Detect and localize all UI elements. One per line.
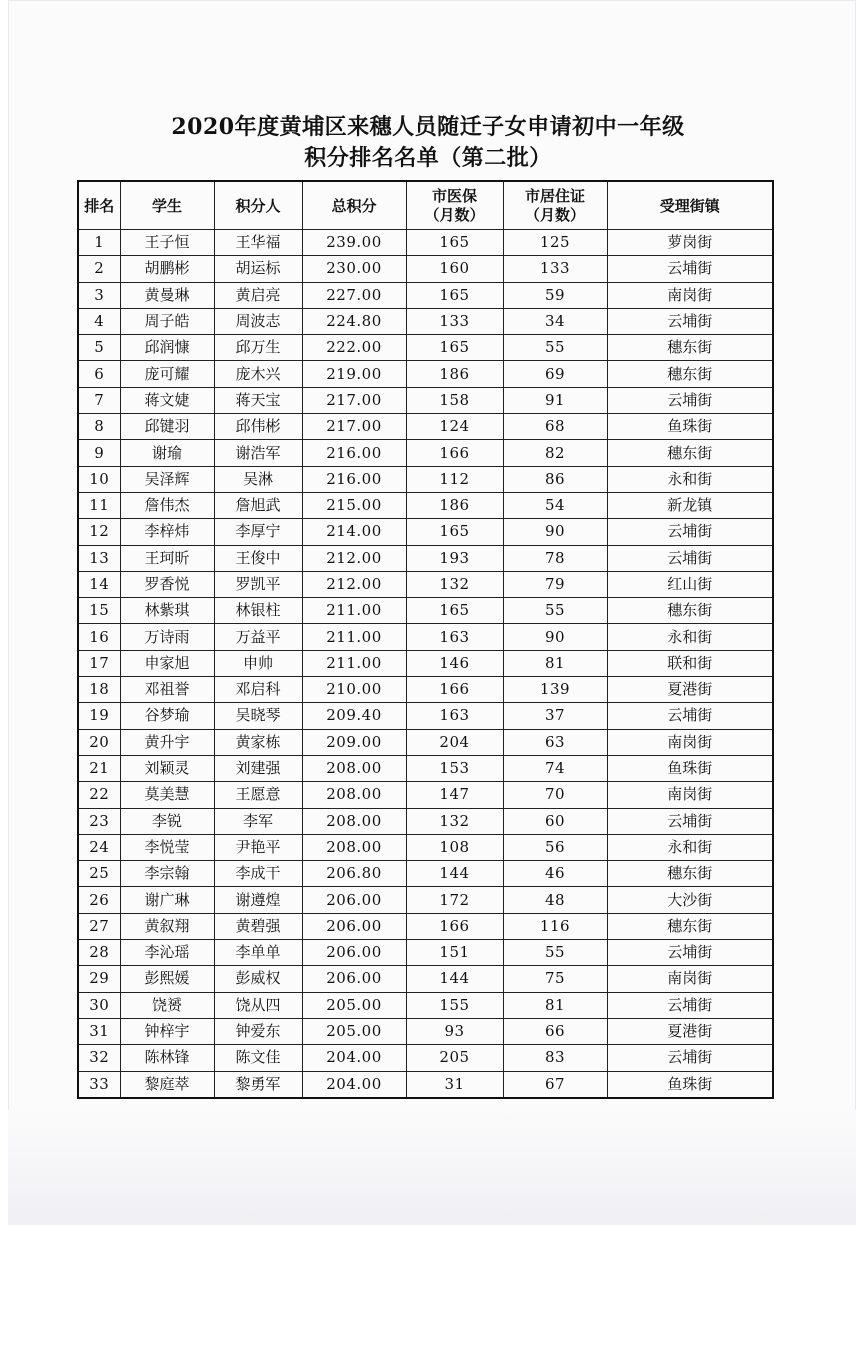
cell-points-holder: 万益平	[214, 624, 302, 650]
table-row	[78, 282, 773, 308]
cell-rank: 32	[78, 1045, 120, 1071]
cell-residence-months: 55	[503, 940, 607, 966]
cell-medical-months: 144	[406, 861, 503, 887]
table-row	[78, 598, 773, 624]
cell-medical-months: 186	[406, 361, 503, 387]
cell-street: 云埔街	[607, 545, 773, 571]
cell-medical-months: 204	[406, 729, 503, 755]
table-row	[78, 256, 773, 282]
cell-student: 李梓炜	[120, 519, 214, 545]
cell-residence-months: 74	[503, 755, 607, 781]
cell-total-points: 210.00	[302, 677, 406, 703]
cell-points-holder: 申帅	[214, 650, 302, 676]
cell-residence-months: 66	[503, 1018, 607, 1044]
cell-medical-months: 112	[406, 466, 503, 492]
cell-total-points: 208.00	[302, 808, 406, 834]
cell-rank: 17	[78, 650, 120, 676]
cell-student: 李宗翰	[120, 861, 214, 887]
cell-points-holder: 王华福	[214, 230, 302, 256]
cell-total-points: 211.00	[302, 624, 406, 650]
table-row	[78, 466, 773, 492]
cell-medical-months: 166	[406, 677, 503, 703]
cell-student: 詹伟杰	[120, 492, 214, 518]
cell-street: 鱼珠街	[607, 414, 773, 440]
cell-student: 罗香悦	[120, 571, 214, 597]
cell-medical-months: 165	[406, 335, 503, 361]
cell-street: 云埔街	[607, 808, 773, 834]
cell-student: 谢瑜	[120, 440, 214, 466]
cell-total-points: 206.00	[302, 913, 406, 939]
cell-medical-months: 205	[406, 1045, 503, 1071]
cell-medical-months: 153	[406, 755, 503, 781]
table-row	[78, 335, 773, 361]
cell-medical-months: 151	[406, 940, 503, 966]
cell-rank: 11	[78, 492, 120, 518]
cell-street: 云埔街	[607, 1045, 773, 1071]
cell-medical-months: 163	[406, 624, 503, 650]
cell-rank: 3	[78, 282, 120, 308]
table-row	[78, 492, 773, 518]
cell-residence-months: 55	[503, 598, 607, 624]
cell-street: 穗东街	[607, 598, 773, 624]
cell-residence-months: 90	[503, 624, 607, 650]
document-title-line2: 积分排名名单（第二批）	[304, 145, 552, 171]
cell-medical-months: 132	[406, 571, 503, 597]
cell-rank: 25	[78, 861, 120, 887]
cell-student: 谷梦瑜	[120, 703, 214, 729]
cell-street: 南岗街	[607, 966, 773, 992]
cell-medical-months: 158	[406, 387, 503, 413]
cell-medical-months: 132	[406, 808, 503, 834]
cell-rank: 8	[78, 414, 120, 440]
cell-total-points: 206.00	[302, 940, 406, 966]
cell-medical-months: 166	[406, 440, 503, 466]
cell-total-points: 208.00	[302, 834, 406, 860]
cell-rank: 2	[78, 256, 120, 282]
cell-residence-months: 60	[503, 808, 607, 834]
cell-student: 王子恒	[120, 230, 214, 256]
cell-total-points: 227.00	[302, 282, 406, 308]
cell-total-points: 206.00	[302, 887, 406, 913]
cell-residence-months: 34	[503, 308, 607, 334]
cell-rank: 14	[78, 571, 120, 597]
cell-street: 永和街	[607, 624, 773, 650]
cell-residence-months: 69	[503, 361, 607, 387]
header-street: 受理街镇	[607, 181, 773, 230]
cell-points-holder: 李军	[214, 808, 302, 834]
cell-residence-months: 81	[503, 650, 607, 676]
cell-student: 李沁瑶	[120, 940, 214, 966]
cell-street: 云埔街	[607, 992, 773, 1018]
cell-points-holder: 吴淋	[214, 466, 302, 492]
cell-medical-months: 165	[406, 230, 503, 256]
table-row	[78, 230, 773, 256]
cell-rank: 31	[78, 1018, 120, 1044]
cell-total-points: 230.00	[302, 256, 406, 282]
cell-street: 联和街	[607, 650, 773, 676]
cell-total-points: 212.00	[302, 571, 406, 597]
cell-points-holder: 尹艳平	[214, 834, 302, 860]
cell-rank: 15	[78, 598, 120, 624]
cell-medical-months: 147	[406, 782, 503, 808]
cell-total-points: 204.00	[302, 1045, 406, 1071]
cell-points-holder: 吴晓琴	[214, 703, 302, 729]
cell-street: 穗东街	[607, 361, 773, 387]
cell-student: 陈林锋	[120, 1045, 214, 1071]
table-row	[78, 966, 773, 992]
cell-points-holder: 周波志	[214, 308, 302, 334]
cell-rank: 20	[78, 729, 120, 755]
cell-medical-months: 160	[406, 256, 503, 282]
table-row	[78, 887, 773, 913]
cell-total-points: 204.00	[302, 1071, 406, 1098]
cell-points-holder: 谢遵煌	[214, 887, 302, 913]
cell-residence-months: 81	[503, 992, 607, 1018]
table-row	[78, 834, 773, 860]
cell-student: 钟梓宇	[120, 1018, 214, 1044]
cell-street: 南岗街	[607, 282, 773, 308]
cell-student: 万诗雨	[120, 624, 214, 650]
cell-total-points: 215.00	[302, 492, 406, 518]
cell-residence-months: 54	[503, 492, 607, 518]
header-total-points: 总积分	[302, 181, 406, 230]
cell-rank: 6	[78, 361, 120, 387]
cell-points-holder: 王愿意	[214, 782, 302, 808]
cell-student: 王珂昕	[120, 545, 214, 571]
cell-residence-months: 67	[503, 1071, 607, 1098]
table-row	[78, 414, 773, 440]
cell-medical-months: 133	[406, 308, 503, 334]
cell-residence-months: 133	[503, 256, 607, 282]
cell-residence-months: 86	[503, 466, 607, 492]
cell-street: 大沙街	[607, 887, 773, 913]
cell-rank: 29	[78, 966, 120, 992]
cell-residence-months: 91	[503, 387, 607, 413]
cell-rank: 7	[78, 387, 120, 413]
header-rank: 排名	[78, 181, 120, 230]
cell-medical-months: 144	[406, 966, 503, 992]
table-row	[78, 808, 773, 834]
cell-rank: 1	[78, 230, 120, 256]
table-row	[78, 545, 773, 571]
cell-street: 穗东街	[607, 440, 773, 466]
cell-street: 鱼珠街	[607, 755, 773, 781]
cell-total-points: 216.00	[302, 466, 406, 492]
cell-student: 吴泽辉	[120, 466, 214, 492]
cell-total-points: 208.00	[302, 782, 406, 808]
document-title-line1: 2020年度黄埔区来穗人员随迁子女申请初中一年级	[171, 114, 685, 140]
cell-total-points: 205.00	[302, 992, 406, 1018]
cell-rank: 23	[78, 808, 120, 834]
cell-student: 蒋文婕	[120, 387, 214, 413]
cell-points-holder: 钟爱东	[214, 1018, 302, 1044]
cell-medical-months: 165	[406, 282, 503, 308]
table-row	[78, 308, 773, 334]
cell-medical-months: 165	[406, 519, 503, 545]
cell-total-points: 217.00	[302, 387, 406, 413]
cell-rank: 4	[78, 308, 120, 334]
header-student: 学生	[120, 181, 214, 230]
cell-street: 穗东街	[607, 335, 773, 361]
cell-residence-months: 116	[503, 913, 607, 939]
cell-student: 申家旭	[120, 650, 214, 676]
cell-total-points: 208.00	[302, 755, 406, 781]
cell-rank: 5	[78, 335, 120, 361]
cell-street: 云埔街	[607, 308, 773, 334]
cell-points-holder: 黄家栋	[214, 729, 302, 755]
ranking-table	[77, 180, 774, 1099]
cell-total-points: 217.00	[302, 414, 406, 440]
cell-residence-months: 55	[503, 335, 607, 361]
cell-points-holder: 邱万生	[214, 335, 302, 361]
cell-points-holder: 黄碧强	[214, 913, 302, 939]
cell-student: 邱润慷	[120, 335, 214, 361]
cell-medical-months: 124	[406, 414, 503, 440]
cell-residence-months: 37	[503, 703, 607, 729]
cell-street: 永和街	[607, 466, 773, 492]
cell-street: 夏港街	[607, 677, 773, 703]
table-row	[78, 1045, 773, 1071]
cell-points-holder: 彭威权	[214, 966, 302, 992]
cell-residence-months: 90	[503, 519, 607, 545]
cell-medical-months: 166	[406, 913, 503, 939]
table-row	[78, 703, 773, 729]
table-row	[78, 650, 773, 676]
cell-points-holder: 陈文佳	[214, 1045, 302, 1071]
cell-residence-months: 56	[503, 834, 607, 860]
table-row	[78, 361, 773, 387]
cell-rank: 10	[78, 466, 120, 492]
cell-medical-months: 93	[406, 1018, 503, 1044]
table-row	[78, 1018, 773, 1044]
cell-points-holder: 蒋天宝	[214, 387, 302, 413]
cell-total-points: 206.00	[302, 966, 406, 992]
cell-residence-months: 83	[503, 1045, 607, 1071]
table-row	[78, 940, 773, 966]
cell-points-holder: 刘建强	[214, 755, 302, 781]
cell-total-points: 219.00	[302, 361, 406, 387]
table-body	[78, 230, 773, 1098]
table-row	[78, 755, 773, 781]
cell-rank: 12	[78, 519, 120, 545]
cell-student: 邱键羽	[120, 414, 214, 440]
table-row	[78, 913, 773, 939]
cell-street: 鱼珠街	[607, 1071, 773, 1098]
cell-street: 夏港街	[607, 1018, 773, 1044]
cell-medical-months: 186	[406, 492, 503, 518]
cell-medical-months: 163	[406, 703, 503, 729]
cell-total-points: 211.00	[302, 598, 406, 624]
cell-points-holder: 詹旭武	[214, 492, 302, 518]
cell-street: 云埔街	[607, 940, 773, 966]
cell-points-holder: 饶从四	[214, 992, 302, 1018]
cell-street: 云埔街	[607, 256, 773, 282]
cell-medical-months: 155	[406, 992, 503, 1018]
cell-total-points: 222.00	[302, 335, 406, 361]
cell-rank: 9	[78, 440, 120, 466]
cell-rank: 27	[78, 913, 120, 939]
table-row	[78, 624, 773, 650]
cell-points-holder: 李成干	[214, 861, 302, 887]
cell-rank: 13	[78, 545, 120, 571]
cell-residence-months: 78	[503, 545, 607, 571]
cell-medical-months: 193	[406, 545, 503, 571]
cell-total-points: 205.00	[302, 1018, 406, 1044]
cell-rank: 33	[78, 1071, 120, 1098]
table-row	[78, 677, 773, 703]
cell-rank: 21	[78, 755, 120, 781]
cell-points-holder: 林银柱	[214, 598, 302, 624]
cell-rank: 30	[78, 992, 120, 1018]
cell-points-holder: 王俊中	[214, 545, 302, 571]
cell-street: 南岗街	[607, 782, 773, 808]
cell-residence-months: 70	[503, 782, 607, 808]
cell-street: 穗东街	[607, 861, 773, 887]
header-medical-insurance: 市医保 （月数）	[406, 181, 503, 230]
cell-student: 李锐	[120, 808, 214, 834]
cell-residence-months: 63	[503, 729, 607, 755]
cell-total-points: 214.00	[302, 519, 406, 545]
cell-student: 饶赟	[120, 992, 214, 1018]
cell-points-holder: 李厚宁	[214, 519, 302, 545]
cell-rank: 18	[78, 677, 120, 703]
cell-student: 周子皓	[120, 308, 214, 334]
cell-student: 刘颖灵	[120, 755, 214, 781]
cell-residence-months: 48	[503, 887, 607, 913]
cell-rank: 16	[78, 624, 120, 650]
cell-student: 莫美慧	[120, 782, 214, 808]
header-residence-permit: 市居住证 （月数）	[503, 181, 607, 230]
cell-residence-months: 46	[503, 861, 607, 887]
cell-total-points: 239.00	[302, 230, 406, 256]
cell-total-points: 211.00	[302, 650, 406, 676]
cell-residence-months: 75	[503, 966, 607, 992]
cell-residence-months: 125	[503, 230, 607, 256]
cell-residence-months: 82	[503, 440, 607, 466]
table-row	[78, 729, 773, 755]
cell-rank: 19	[78, 703, 120, 729]
cell-total-points: 209.00	[302, 729, 406, 755]
cell-student: 胡鹏彬	[120, 256, 214, 282]
cell-student: 邓祖誉	[120, 677, 214, 703]
cell-medical-months: 146	[406, 650, 503, 676]
cell-points-holder: 谢浩军	[214, 440, 302, 466]
cell-street: 永和街	[607, 834, 773, 860]
cell-total-points: 206.80	[302, 861, 406, 887]
cell-total-points: 216.00	[302, 440, 406, 466]
cell-student: 黄叙翔	[120, 913, 214, 939]
cell-student: 黄曼琳	[120, 282, 214, 308]
cell-street: 新龙镇	[607, 492, 773, 518]
cell-points-holder: 罗凯平	[214, 571, 302, 597]
cell-points-holder: 李单单	[214, 940, 302, 966]
cell-street: 南岗街	[607, 729, 773, 755]
cell-rank: 22	[78, 782, 120, 808]
cell-total-points: 212.00	[302, 545, 406, 571]
cell-street: 萝岗街	[607, 230, 773, 256]
cell-medical-months: 31	[406, 1071, 503, 1098]
cell-rank: 28	[78, 940, 120, 966]
cell-points-holder: 庞木兴	[214, 361, 302, 387]
cell-points-holder: 黄启亮	[214, 282, 302, 308]
cell-student: 黄升宇	[120, 729, 214, 755]
cell-residence-months: 59	[503, 282, 607, 308]
table-row	[78, 519, 773, 545]
cell-residence-months: 68	[503, 414, 607, 440]
cell-medical-months: 165	[406, 598, 503, 624]
cell-rank: 26	[78, 887, 120, 913]
table-row	[78, 440, 773, 466]
cell-points-holder: 邱伟彬	[214, 414, 302, 440]
cell-residence-months: 139	[503, 677, 607, 703]
cell-street: 云埔街	[607, 703, 773, 729]
cell-student: 谢广琳	[120, 887, 214, 913]
cell-total-points: 224.80	[302, 308, 406, 334]
scan-shadow	[8, 1110, 856, 1225]
cell-street: 穗东街	[607, 913, 773, 939]
cell-student: 黎庭萃	[120, 1071, 214, 1098]
table-row	[78, 1071, 773, 1098]
table-row	[78, 782, 773, 808]
cell-street: 云埔街	[607, 387, 773, 413]
table-header-row	[78, 181, 773, 230]
cell-street: 云埔街	[607, 519, 773, 545]
cell-student: 彭熙媛	[120, 966, 214, 992]
cell-student: 庞可耀	[120, 361, 214, 387]
cell-medical-months: 108	[406, 834, 503, 860]
table-row	[78, 387, 773, 413]
cell-total-points: 209.40	[302, 703, 406, 729]
cell-medical-months: 172	[406, 887, 503, 913]
cell-street: 红山街	[607, 571, 773, 597]
table-row	[78, 992, 773, 1018]
header-points-holder: 积分人	[214, 181, 302, 230]
table-row	[78, 571, 773, 597]
cell-student: 林紫琪	[120, 598, 214, 624]
cell-student: 李悦莹	[120, 834, 214, 860]
cell-rank: 24	[78, 834, 120, 860]
cell-residence-months: 79	[503, 571, 607, 597]
table-row	[78, 861, 773, 887]
cell-points-holder: 邓启科	[214, 677, 302, 703]
cell-points-holder: 黎勇军	[214, 1071, 302, 1098]
cell-points-holder: 胡运标	[214, 256, 302, 282]
